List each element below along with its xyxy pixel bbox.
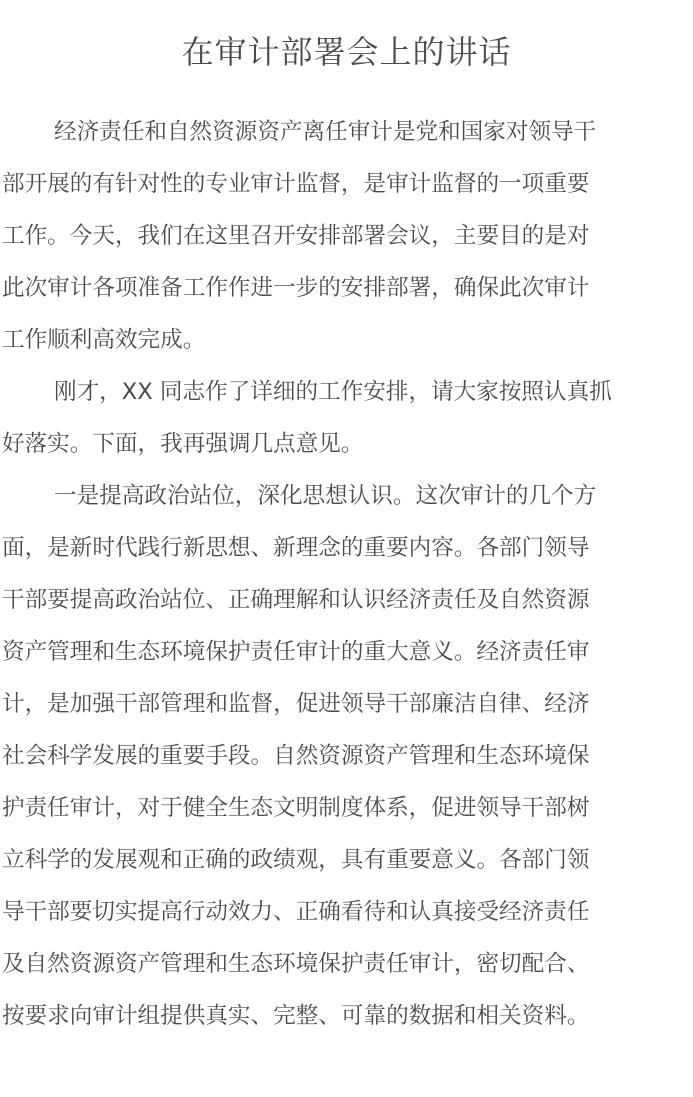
paragraph-3-line-9: 导干部要切实提高行动效力、正确看待和认真接受经济责任 [2, 899, 590, 925]
paragraph-1-line-5: 工作顺利高效完成。 [2, 327, 206, 353]
paragraph-3-line-11: 按要求向审计组提供真实、完整、可靠的数据和相关资料。 [2, 1003, 590, 1029]
paragraph-3-line-7: 护责任审计，对于健全生态文明制度体系，促进领导干部树 [2, 795, 590, 821]
paragraph-2-line-1: 刚才，XX 同志作了详细的工作安排，请大家按照认真抓 [54, 379, 612, 405]
paragraph-1-line-1: 经济责任和自然资源资产离任审计是党和国家对领导干 [54, 119, 597, 145]
paragraph-3-line-6: 社会科学发展的重要手段。自然资源资产管理和生态环境保 [2, 743, 590, 769]
paragraph-3-line-1: 一是提高政治站位，深化思想认识。这次审计的几个方 [54, 483, 597, 509]
paragraph-2-line-2: 好落实。下面，我再强调几点意见。 [2, 431, 364, 457]
paragraph-3-line-3: 干部要提高政治站位、正确理解和认识经济责任及自然资源 [2, 587, 590, 613]
paragraph-1-line-3: 工作。今天，我们在这里召开安排部署会议，主要目的是对 [2, 223, 590, 249]
paragraph-1-line-2: 部开展的有针对性的专业审计监督，是审计监督的一项重要 [2, 171, 590, 197]
paragraph-1-line-4: 此次审计各项准备工作作进一步的安排部署，确保此次审计 [2, 275, 590, 301]
paragraph-3-line-2: 面，是新时代践行新思想、新理念的重要内容。各部门领导 [2, 535, 590, 561]
document-body [2, 106, 693, 1042]
document-title: 在审计部署会上的讲话 [181, 33, 512, 71]
paragraph-3-line-10: 及自然资源资产管理和生态环境保护责任审计，密切配合、 [2, 951, 590, 977]
paragraph-3-line-5: 计，是加强干部管理和监督，促进领导干部廉洁自律、经济 [2, 691, 590, 717]
paragraph-3-line-8: 立科学的发展观和正确的政绩观，具有重要意义。各部门领 [2, 847, 590, 873]
paragraph-3-line-4: 资产管理和生态环境保护责任审计的重大意义。经济责任审 [2, 639, 590, 665]
